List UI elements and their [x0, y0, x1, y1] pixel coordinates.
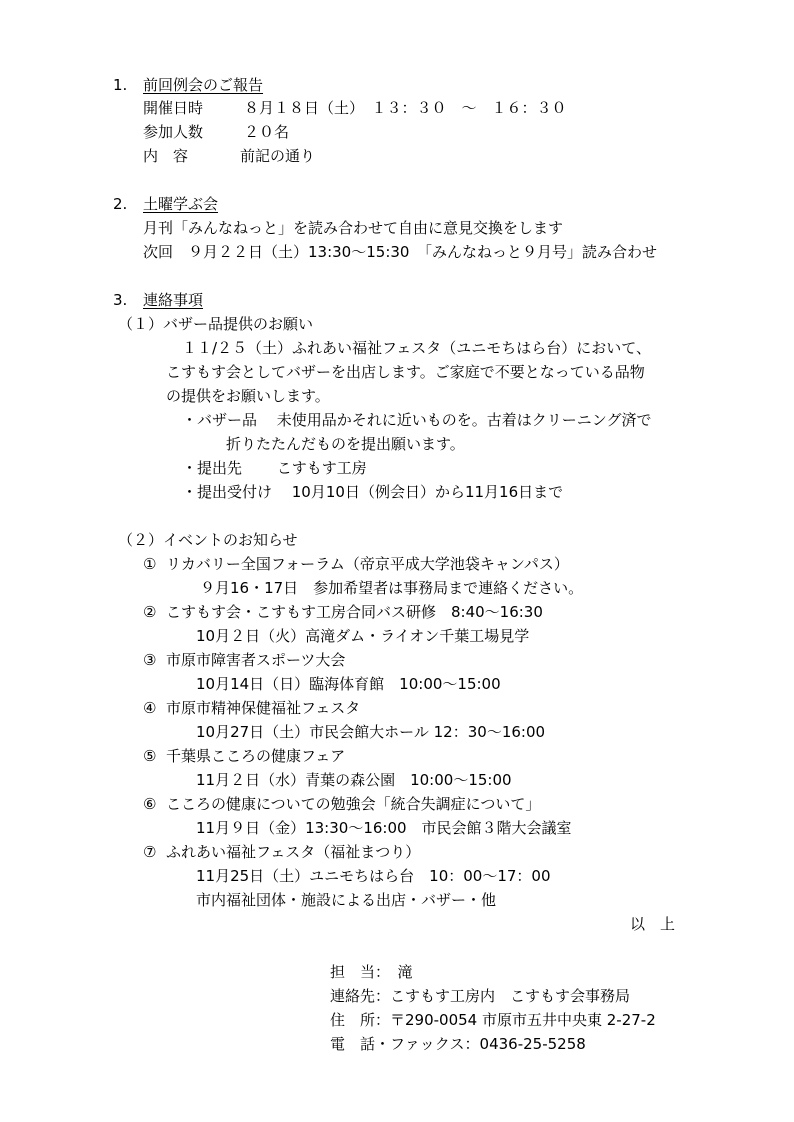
bazaar-destination-bullet: ・提出先 こすもす工房: [182, 459, 367, 477]
contact-office: 連絡先：こすもす工房内 こすもす会事務局: [330, 987, 631, 1005]
study-group-next-session: 次回 ９月２２日（土）13:30～15:30 「みんなねっと９月号」読み合わせ: [143, 243, 657, 261]
report-content-label: 内 容: [143, 147, 189, 165]
event-title: ⑥ こころの健康についての勉強会「統合失調症について」: [143, 795, 541, 813]
bazaar-deadline-bullet: ・提出受付け 10月10日（例会日）から11月16日まで: [182, 483, 564, 501]
section1-heading: 前回例会のご報告: [143, 76, 264, 94]
report-date-label: 開催日時: [143, 99, 204, 117]
contact-person: 担 当： 滝: [330, 963, 413, 981]
event-detail: ９月16・17日 参加希望者は事務局まで連絡ください。: [200, 579, 584, 597]
closing-mark: 以 上: [630, 915, 676, 933]
study-group-description: 月刊「みんなねっと」を読み合わせて自由に意見交換をします: [143, 219, 564, 237]
bazaar-items-bullet-cont: 折りたたんだものを提出願います。: [226, 435, 465, 453]
event-title: ③ 市原市障害者スポーツ大会: [143, 651, 346, 669]
event-title: ⑤ 千葉県こころの健康フェア: [143, 747, 346, 765]
section2-heading: 土曜学ぶ会: [143, 195, 219, 213]
event-detail: 11月25日（土）ユニモちはら台 10：00～17：00: [196, 867, 551, 885]
event-title: ① リカバリー全国フォーラム（帝京平成大学池袋キャンパス）: [143, 555, 569, 573]
report-content-value: 前記の通り: [240, 147, 316, 165]
event-title: ④ 市原市精神保健福祉フェスタ: [143, 699, 361, 717]
bazaar-items-bullet: ・バザー品 未使用品かそれに近いものを。古着はクリーニング済で: [182, 411, 652, 429]
contact-phone: 電 話・ファックス：0436-25-5258: [330, 1035, 586, 1053]
bazaar-paragraph-line2: こすもす会としてバザーを出店します。ご家庭で不要となっている品物: [166, 363, 645, 381]
section3-heading: 連絡事項: [143, 291, 204, 309]
bazaar-subheading: （１）バザー品提供のお願い: [118, 315, 314, 333]
bazaar-paragraph-line1: １１/２５（土）ふれあい福祉フェスタ（ユニモちはら台）において、: [182, 339, 652, 357]
event-title: ② こすもす会・こすもす工房合同バス研修 8:40～16:30: [143, 603, 543, 621]
event-detail: 11月２日（水）青葉の森公園 10:00～15:00: [196, 771, 512, 789]
bazaar-paragraph-line3: の提供をお願いします。: [166, 387, 330, 405]
contact-address: 住 所：〒290-0054 市原市五井中央東 2-27-2: [330, 1011, 656, 1029]
report-attendees-label: 参加人数: [143, 123, 204, 141]
event-title: ⑦ ふれあい福祉フェスタ（福祉まつり）: [143, 843, 421, 861]
event-detail: 10月27日（土）市民会館大ホール 12：30～16:00: [196, 723, 546, 741]
event-detail: 10月14日（日）臨海体育館 10:00～15:00: [196, 675, 501, 693]
section3-number: 3.: [113, 291, 128, 309]
event-detail: 10月２日（火）高滝ダム・ライオン千葉工場見学: [196, 627, 530, 645]
event-detail: 11月９日（金）13:30～16:00 市民会館３階大会議室: [196, 819, 572, 837]
events-subheading: （２）イベントのお知らせ: [118, 531, 298, 549]
report-attendees-value: ２０名: [244, 123, 290, 141]
event-detail-extra: 市内福祉団体・施設による出店・バザー・他: [196, 891, 497, 909]
section2-number: 2.: [113, 195, 128, 213]
section1-number: 1.: [113, 76, 128, 94]
report-date-value: ８月１８日（土） １３：３０ ～ １６：３０: [244, 99, 567, 117]
